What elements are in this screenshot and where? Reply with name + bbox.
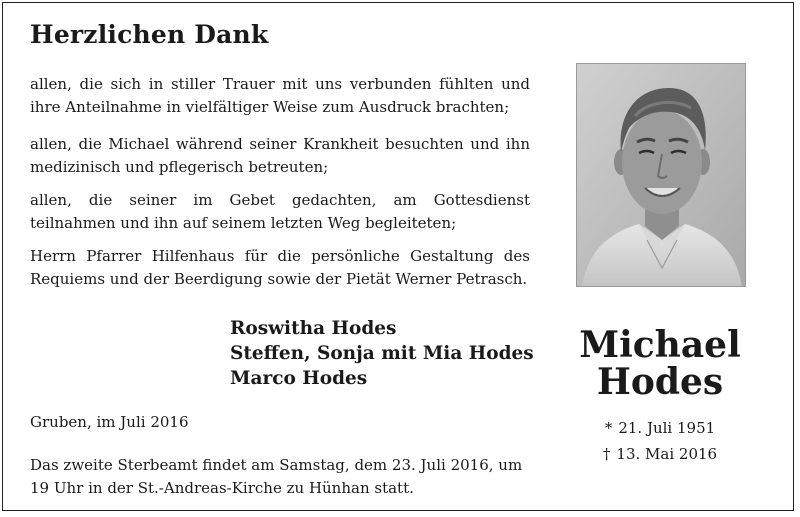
birth-date [560,417,760,439]
thanks-paragraph-3: allen, die seiner im Gebet gedachten, am Gottesdienst teilnahmen und ihn auf seinem letzten Weg begleiteten; [30,191,530,232]
memorial-mass-note: Das zweite Sterbeamt findet am Samstag, dem 23. Juli 2016, um 19 Uhr in der St.-Andreas-Kirche zu Hünhan statt. [30,456,523,497]
signer-name: Steffen, Sonja mit Mia Hodes [230,343,534,364]
thanks-paragraph-4: Herrn Pfarrer Hilfenhaus für die persönliche Gestaltung des Requiems und der Beerdigung sowie der Pietät Werner Petrasch. [30,247,530,288]
death-date [560,443,760,465]
place-date: Gruben, im Juli 2016 [30,413,189,431]
death-date-value: 13. Mai 2016 [616,445,718,463]
deceased-last-name: Hodes [596,361,724,403]
birth-symbol: * [604,419,613,437]
portrait-photo [576,63,746,287]
signers-block [230,316,534,391]
birth-date-value: 21. Juli 1951 [618,419,716,437]
notice-heading: Herzlichen Dank [30,20,269,49]
thanks-paragraph-1: allen, die sich in stiller Trauer mit uns verbunden fühlten und ihre Anteilnahme in vielfältiger Weise zum Ausdruck brachten; [30,75,530,116]
thanks-paragraph-2: allen, die Michael während seiner Krankheit besuchten und ihn medizinisch und pflegerisch betreuten; [30,135,530,176]
death-symbol: † [602,445,611,463]
signer-name: Marco Hodes [230,368,368,389]
deceased-first-name: Michael [579,324,741,366]
signer-name: Roswitha Hodes [230,318,397,339]
